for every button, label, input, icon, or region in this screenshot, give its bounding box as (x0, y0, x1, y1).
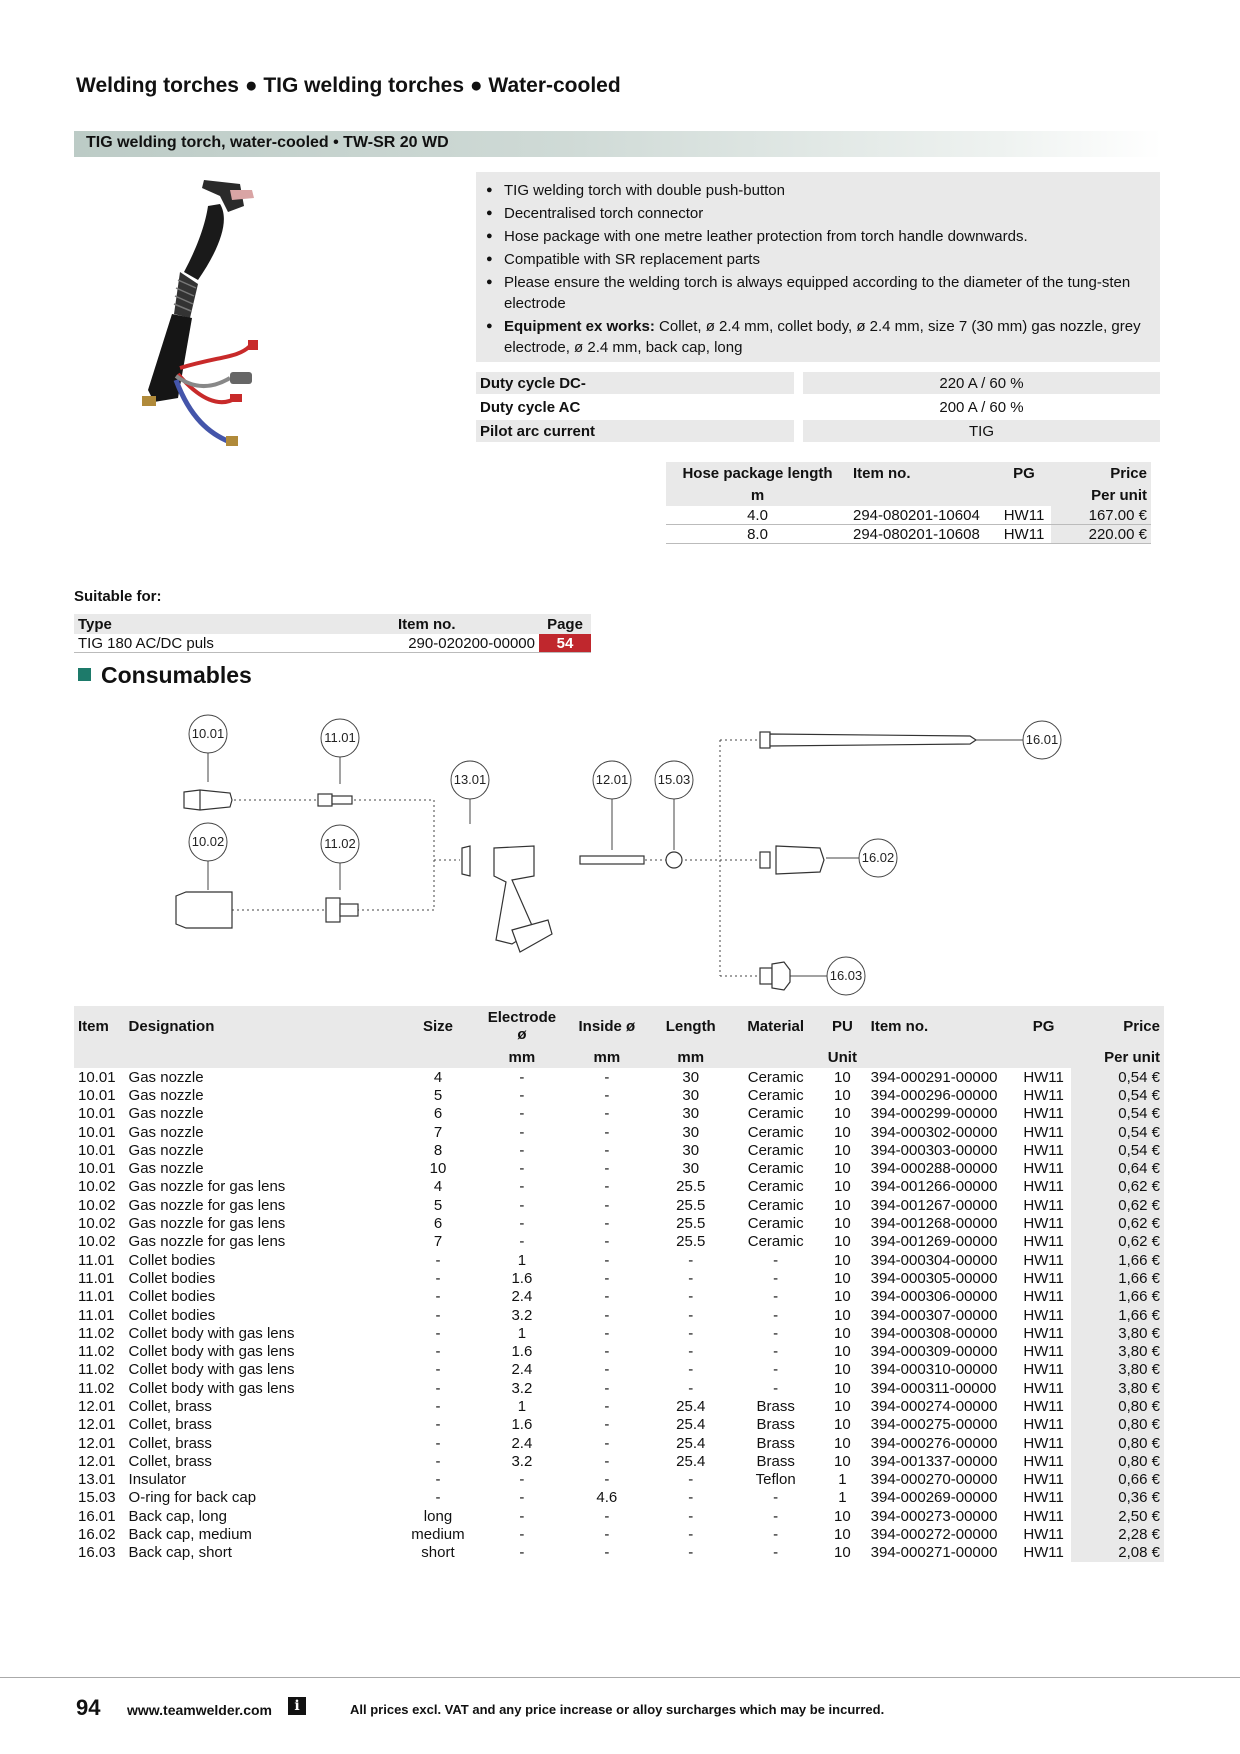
hose-package-table (666, 462, 1151, 544)
page-number: 94 (76, 1695, 101, 1720)
bullet-dot: ● (469, 74, 489, 97)
feature-list (476, 180, 1160, 358)
diagram-label: 10.01 (191, 726, 225, 741)
diagram-label: 13.01 (453, 772, 487, 787)
table-row: 11.02 Collet body with gas lens - 3.2 - - - 10 394-000311-00000 HW11 3,80 € (74, 1379, 1164, 1397)
diagram-label: 16.01 (1025, 732, 1059, 747)
diagram-label: 12.01 (595, 772, 629, 787)
table-header-row: Item Designation Size Electrode ø Inside ø Length Material PU Item no. PG Price (74, 1006, 1164, 1046)
torch-product-image (80, 168, 320, 468)
feature-item: ● Decentralised torch connector (504, 203, 1160, 224)
diagram-label: 10.02 (191, 834, 225, 849)
suitable-for-title: Suitable for: (74, 588, 162, 605)
table-row: 10.02 Gas nozzle for gas lens 4 - - 25.5 Ceramic 10 394-001266-00000 HW11 0,62 € (74, 1178, 1164, 1196)
spec-row-pilot-arc: Pilot arc current TIG (476, 420, 1160, 442)
table-row: 16.02 Back cap, medium medium - - - - 10 394-000272-00000 HW11 2,28 € (74, 1525, 1164, 1543)
bullet-dot: ● (244, 74, 264, 97)
consumables-diagram (0, 700, 1240, 1000)
table-unit-row: mm mm mm Unit Per unit (74, 1046, 1164, 1068)
table-row: 10.01 Gas nozzle 7 - - 30 Ceramic 10 394-000302-00000 HW11 0,54 € (74, 1123, 1164, 1141)
table-row: 12.01 Collet, brass - 1 - 25.4 Brass 10 394-000274-00000 HW11 0,80 € (74, 1397, 1164, 1415)
table-row: 11.02 Collet body with gas lens - 1 - - - 10 394-000308-00000 HW11 3,80 € (74, 1324, 1164, 1342)
table-header-row: Hose package length Item no. PG Price (666, 462, 1151, 484)
feature-list-box (476, 172, 1160, 362)
table-row: 13.01 Insulator - - - - Teflon 1 394-000270-00000 HW11 0,66 € (74, 1471, 1164, 1489)
table-row: 11.01 Collet bodies - 2.4 - - - 10 394-000306-00000 HW11 1,66 € (74, 1288, 1164, 1306)
suitable-for-table (74, 614, 591, 653)
table-header-row: Type Item no. Page (74, 614, 591, 634)
price-note: All prices excl. VAT and any price increase or alloy surcharges which may be incurred. (350, 1702, 885, 1717)
table-row: 11.01 Collet bodies - 1.6 - - - 10 394-000305-00000 HW11 1,66 € (74, 1269, 1164, 1287)
table-row: 10.02 Gas nozzle for gas lens 7 - - 25.5 Ceramic 10 394-001269-00000 HW11 0,62 € (74, 1233, 1164, 1251)
consumables-table (74, 1006, 1164, 1562)
table-row: 8.0 294-080201-10608 HW11 220.00 € (666, 525, 1151, 544)
table-row: 10.02 Gas nozzle for gas lens 6 - - 25.5 Ceramic 10 394-001268-00000 HW11 0,62 € (74, 1214, 1164, 1232)
section-title-bar (74, 131, 1162, 157)
table-row: 12.01 Collet, brass - 1.6 - 25.4 Brass 10 394-000275-00000 HW11 0,80 € (74, 1416, 1164, 1434)
table-row: 4.0 294-080201-10604 HW11 167.00 € (666, 506, 1151, 525)
spec-row-duty-dc: Duty cycle DC- 220 A / 60 % (476, 372, 1160, 394)
table-row: 16.03 Back cap, short short - - - - 10 394-000271-00000 HW11 2,08 € (74, 1544, 1164, 1562)
table-row: 10.01 Gas nozzle 4 - - 30 Ceramic 10 394-000291-00000 HW11 0,54 € (74, 1068, 1164, 1086)
consumables-heading: Consumables (78, 662, 252, 689)
table-row: 16.01 Back cap, long long - - - - 10 394-000273-00000 HW11 2,50 € (74, 1507, 1164, 1525)
table-row: 15.03 O-ring for back cap - - 4.6 - - 1 394-000269-00000 HW11 0,36 € (74, 1489, 1164, 1507)
table-row: 10.01 Gas nozzle 8 - - 30 Ceramic 10 394-000303-00000 HW11 0,54 € (74, 1141, 1164, 1159)
table-row: 12.01 Collet, brass - 2.4 - 25.4 Brass 10 394-000276-00000 HW11 0,80 € (74, 1434, 1164, 1452)
info-icon: i (288, 1697, 306, 1715)
footer-divider (0, 1677, 1240, 1678)
table-row: 10.02 Gas nozzle for gas lens 5 - - 25.5 Ceramic 10 394-001267-00000 HW11 0,62 € (74, 1196, 1164, 1214)
website-link[interactable]: www.teamwelder.com (127, 1702, 272, 1718)
page-reference-link[interactable]: 54 (539, 634, 591, 653)
table-row: 11.01 Collet bodies - 1 - - - 10 394-000304-00000 HW11 1,66 € (74, 1251, 1164, 1269)
feature-item: ● Compatible with SR replacement parts (504, 249, 1160, 270)
square-bullet-icon (78, 668, 91, 681)
table-row: 10.01 Gas nozzle 5 - - 30 Ceramic 10 394-000296-00000 HW11 0,54 € (74, 1086, 1164, 1104)
feature-item: ● TIG welding torch with double push-button (504, 180, 1160, 201)
diagram-label: 11.02 (324, 836, 356, 851)
table-row: 12.01 Collet, brass - 3.2 - 25.4 Brass 10 394-001337-00000 HW11 0,80 € (74, 1452, 1164, 1470)
diagram-label: 16.02 (861, 850, 895, 865)
feature-item: ● Please ensure the welding torch is always equipped according to the diameter of the tung-sten electrode (504, 272, 1160, 314)
diagram-label: 15.03 (657, 772, 691, 787)
diagram-label: 16.03 (829, 968, 863, 983)
table-unit-row: m Per unit (666, 484, 1151, 506)
table-row: 10.01 Gas nozzle 10 - - 30 Ceramic 10 394-000288-00000 HW11 0,64 € (74, 1159, 1164, 1177)
feature-item: ● Hose package with one metre leather protection from torch handle downwards. (504, 226, 1160, 247)
diagram-label: 11.01 (324, 730, 356, 745)
table-row: TIG 180 AC/DC puls 290-020200-00000 54 (74, 634, 591, 653)
spec-row-duty-ac: Duty cycle AC 200 A / 60 % (480, 399, 1024, 416)
section-title: TIG welding torch, water-cooled • TW-SR 20 WD (86, 134, 449, 151)
table-row: 11.02 Collet body with gas lens - 2.4 - - - 10 394-000310-00000 HW11 3,80 € (74, 1361, 1164, 1379)
table-row: 11.02 Collet body with gas lens - 1.6 - - - 10 394-000309-00000 HW11 3,80 € (74, 1342, 1164, 1360)
table-row: 10.01 Gas nozzle 6 - - 30 Ceramic 10 394-000299-00000 HW11 0,54 € (74, 1105, 1164, 1123)
table-row: 11.01 Collet bodies - 3.2 - - - 10 394-000307-00000 HW11 1,66 € (74, 1306, 1164, 1324)
feature-item: ● Equipment ex works: Collet, ø 2.4 mm, collet body, ø 2.4 mm, size 7 (30 mm) gas nozzle, grey electrode, ø 2.4 mm, back cap, long (504, 316, 1160, 358)
page-title: Welding torches ● TIG welding torches ● Water-cooled (76, 74, 621, 97)
